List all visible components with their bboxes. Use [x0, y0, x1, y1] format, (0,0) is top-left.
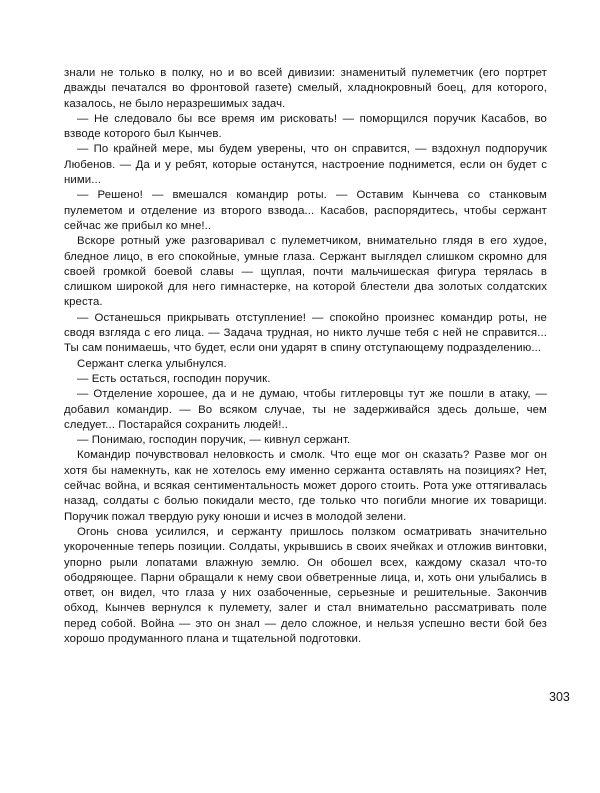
paragraph: — Останешься прикрывать отступление! — спокойно произнес командир роты, не сводя взгляда с его лица. — Задача трудная, но никто лучше тебя с ней не справится... Ты сам понимаешь, что будет, если они ударят в спину отступающему подразделению... [64, 311, 547, 355]
paragraph: Командир почувствовал неловкость и смолк. Что еще мог он сказать? Разве мог он хотя бы намекнуть, как не хотелось ему именно сержанта оставлять на позициях? Нет, сейчас война, и всякая сентиментальность может дорого стоить. Рота уже оттягивалась назад, солдаты с болью покидали место, где только что погибли многие их товарищи. Поручик пожал твердую руку юноши и исчез в молодой зелени. [64, 449, 547, 523]
paragraph: — Есть остаться, господин поручик. [77, 372, 271, 385]
body-text [64, 66, 547, 647]
paragraph: Вскоре ротный уже разговаривал с пулеметчиком, внимательно глядя в его худое, бледное лицо, в его спокойные, умные глаза. Сержант выглядел слишком скромно для своей громкой боевой славы — щуплая, почти мальчишеская фигура терялась в слишком широкой для него гимнастерке, на которой блестели два золотых солдатских креста. [64, 235, 547, 309]
paragraph: — Не следовало бы все время им рисковать! — поморщился поручик Касабов, во взводе которого был Кынчев. [64, 112, 547, 141]
paragraph: Огонь снова усилился, и сержанту пришлось ползком осматривать значительно укороченные теперь позиции. Солдаты, укрывшись в своих ячейках и отложив винтовки, упорно рыли лопатами влажную землю. Он обошел всех, каждому сказал что-то ободряющее. Парни обращали к нему свои обветренные лица, и, хоть они улыбались в ответ, он видел, что глаза у них озабоченные, серьезные и решительные. Закончив обход, Кынчев вернулся к пулемету, залег и стал внимательно рассматривать поле перед собой. Война — это он знал — дело сложное, и нельзя успешно вести бой без хорошо продуманного плана и тщательной подготовки. [64, 525, 547, 645]
paragraph: — Решено! — вмешался командир роты. — Оставим Кынчева со станковым пулеметом и отделение из второго взвода... Касабов, распорядитесь, чтобы сержант сейчас же прибыл ко мне!.. [64, 189, 547, 232]
paragraph: Сержант слегка улыбнулся. [77, 357, 227, 370]
paragraph-continued: знали не только в полку, но и во всей дивизии: знаменитый пулеметчик (его портрет дважды печатался во фронтовой газете) смелый, хладнокровный боец, для которого, казалось, не было неразрешимых задач. [64, 67, 547, 110]
paragraph: — Понимаю, господин поручик, — кивнул сержант. [77, 434, 351, 447]
paragraph: — Отделение хорошее, да и не думаю, чтобы гитлеровцы тут же пошли в атаку, — добавил командир. — Во всяком случае, ты не задерживайся здесь дольше, чем следует... Постарайся сохранить людей!.. [64, 388, 547, 431]
page-number: 303 [549, 690, 570, 704]
paragraph: — По крайней мере, мы будем уверены, что он справится, — вздохнул подпоручик Любенов. — Да и у ребят, которые останутся, настроение поднимется, если он будет с ними... [64, 143, 547, 187]
